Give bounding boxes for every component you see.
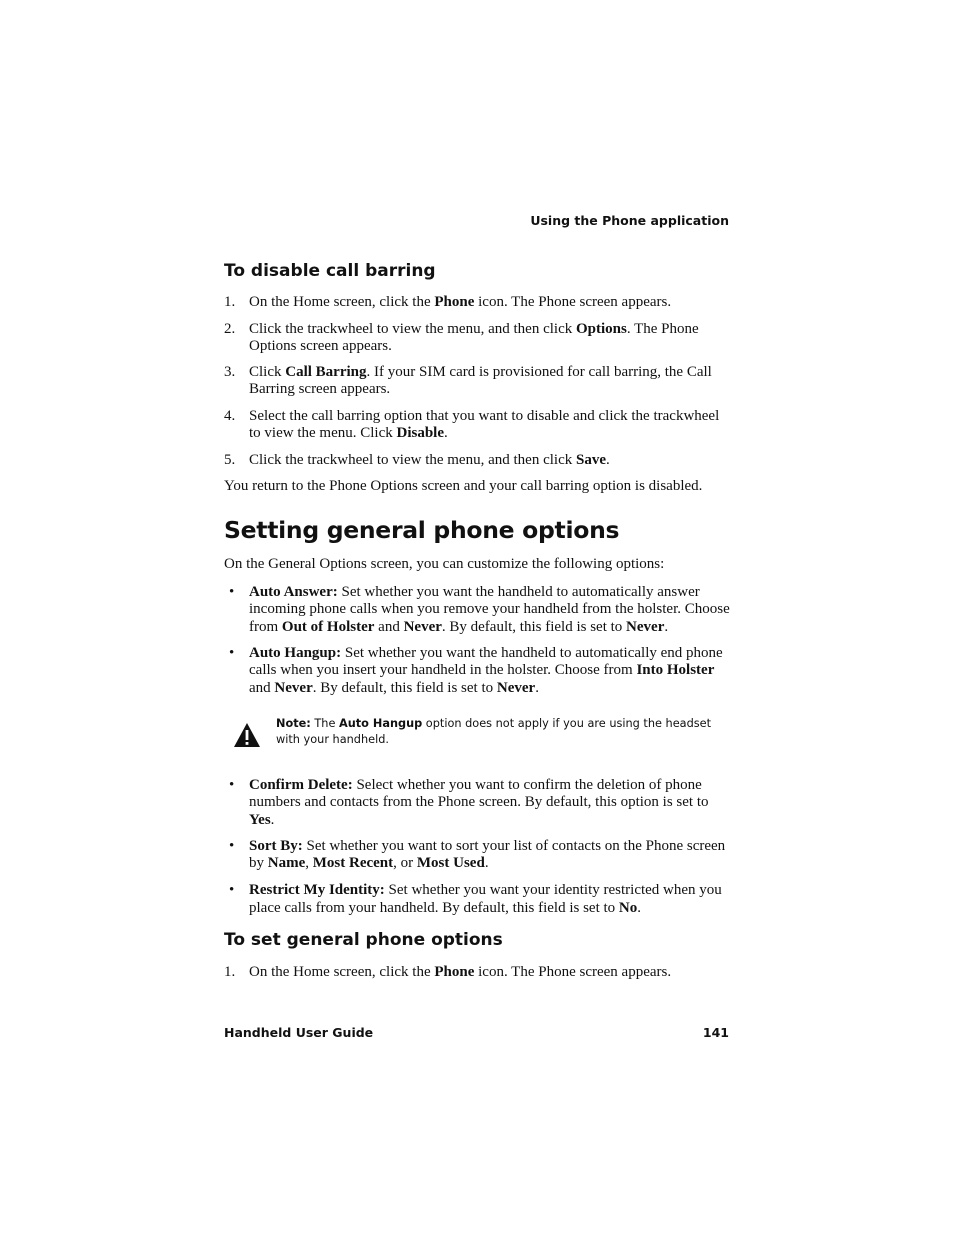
intro-paragraph: On the General Options screen, you can customize the following options: bbox=[224, 556, 665, 572]
bullet-auto-answer: • Auto Answer: Set whether you want the handheld to automatically answer incoming phone calls when you remove your handheld from the holster. Choose from Out of Holster and Never. By default, this field is set to Never. bbox=[229, 584, 730, 635]
bullet-sort-by: • Sort By: Set whether you want to sort your list of contacts on the Phone screen by Name, Most Recent, or Most Used. bbox=[229, 838, 726, 872]
bullet-auto-hangup: • Auto Hangup: Set whether you want the handheld to automatically end phone calls when you insert your handheld in the holster. Choose from Into Holster and Never. By default, this field is set to Never. bbox=[229, 645, 723, 696]
step-number: 1. bbox=[224, 294, 236, 310]
step-number: 1. bbox=[224, 964, 236, 980]
note-text: Note: The Auto Hangup option does not apply if you are using the headset with your handheld. bbox=[276, 717, 712, 746]
set-step-1: 1. On the Home screen, click the Phone icon. The Phone screen appears. bbox=[224, 964, 672, 980]
step-number: 2. bbox=[224, 321, 236, 337]
bullet: • bbox=[229, 838, 235, 854]
step-2: 2. Click the trackwheel to view the menu, and then click Options. The Phone Options screen appears. bbox=[224, 321, 699, 355]
bullet: • bbox=[229, 584, 235, 600]
step-4: 4. Select the call barring option that you want to disable and click the trackwheel to view the menu. Click Disable. bbox=[224, 408, 720, 442]
result-paragraph: You return to the Phone Options screen and your call barring option is disabled. bbox=[224, 478, 703, 494]
warning-icon bbox=[233, 722, 261, 748]
bullet: • bbox=[229, 882, 235, 898]
page-number: 141 bbox=[702, 1025, 729, 1040]
step-number: 5. bbox=[224, 452, 236, 468]
bullet: • bbox=[229, 645, 235, 661]
bullet-restrict-identity: • Restrict My Identity: Set whether you want your identity restricted when you place calls from your handheld. By default, this field is set to No. bbox=[229, 882, 722, 916]
heading-general-options: Setting general phone options bbox=[224, 516, 620, 544]
step-1: 1. On the Home screen, click the Phone icon. The Phone screen appears. bbox=[224, 294, 672, 310]
bullet-confirm-delete: • Confirm Delete: Select whether you want to confirm the deletion of phone numbers and contacts from the Phone screen. By default, this option is set to Yes. bbox=[229, 777, 709, 828]
running-header: Using the Phone application bbox=[530, 213, 729, 228]
step-number: 4. bbox=[224, 408, 236, 424]
bullet: • bbox=[229, 777, 235, 793]
step-3: 3. Click Call Barring. If your SIM card is provisioned for call barring, the Call Barring screen appears. bbox=[224, 364, 712, 398]
step-number: 3. bbox=[224, 364, 236, 380]
heading-set-general-options: To set general phone options bbox=[224, 930, 503, 950]
heading-disable-call-barring: To disable call barring bbox=[224, 261, 436, 281]
footer-guide-title: Handheld User Guide bbox=[224, 1025, 374, 1040]
step-5: 5. Click the trackwheel to view the menu, and then click Save. bbox=[224, 452, 610, 468]
